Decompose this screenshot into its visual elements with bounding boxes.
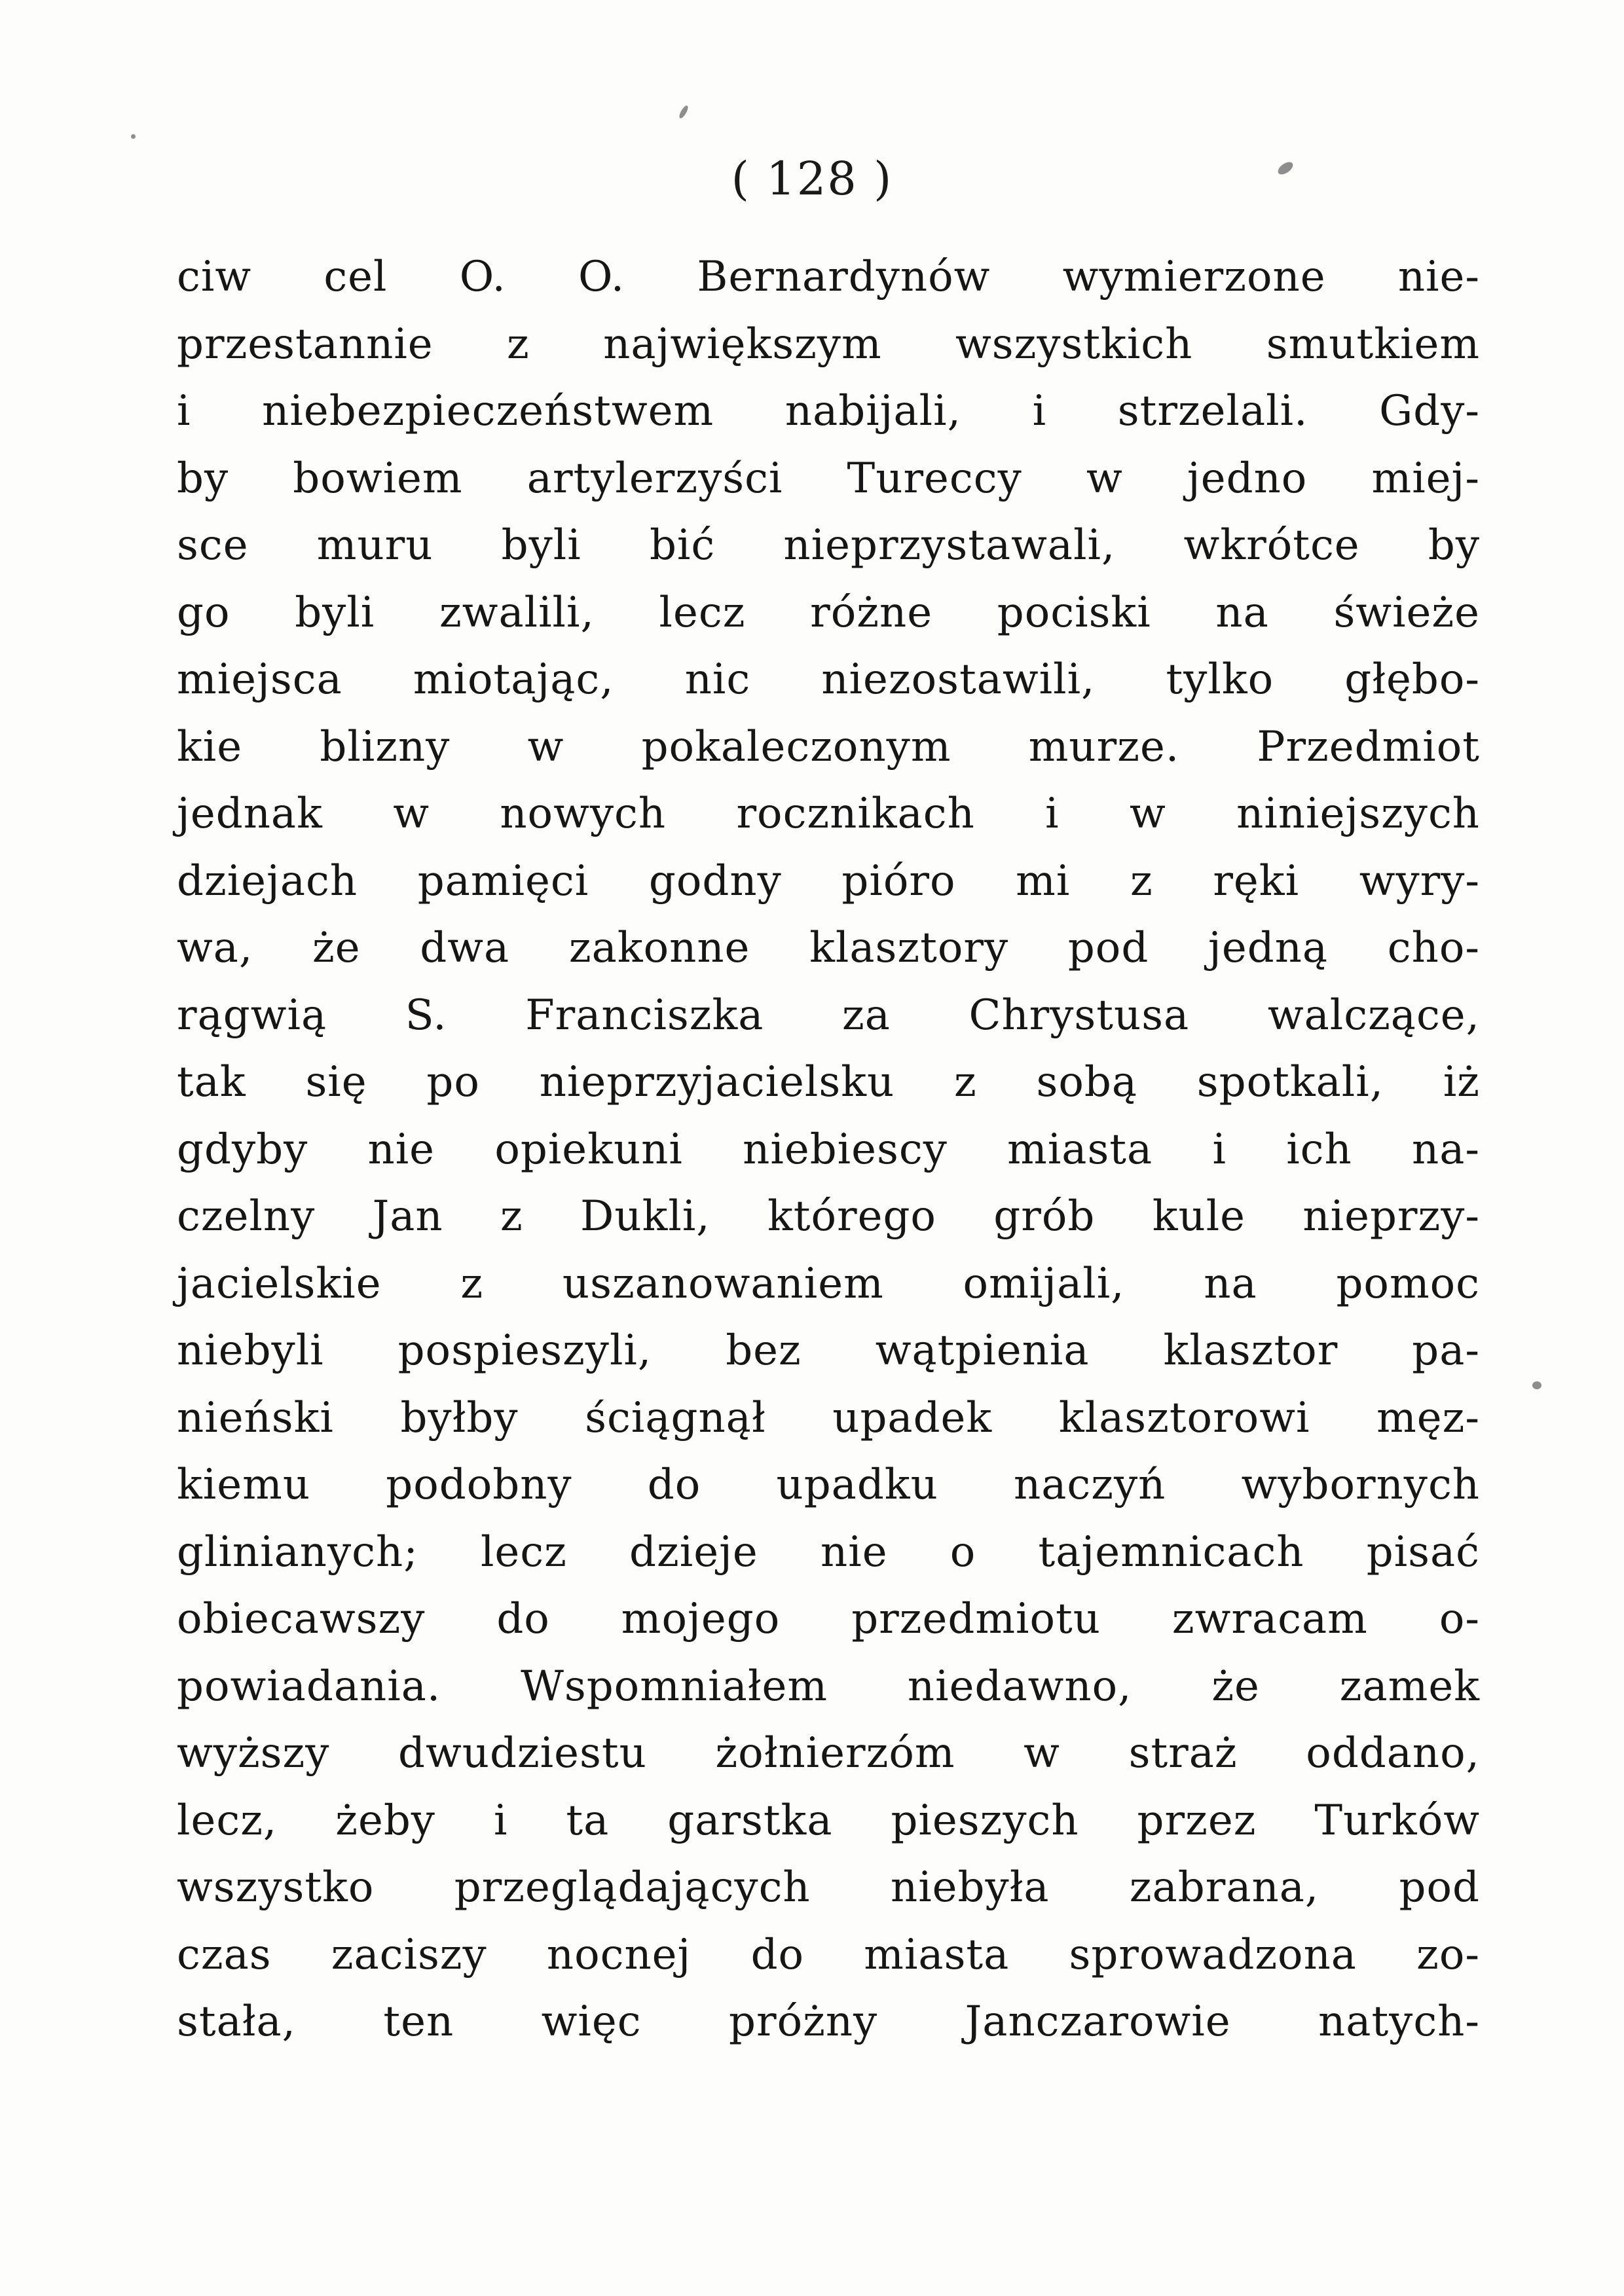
text-line: gdyby nie opiekuni niebiescy miasta i ich na- <box>177 1125 1480 1174</box>
text-line: kiemu podobny do upadku naczyń wybornych <box>177 1461 1480 1509</box>
text-line: obiecawszy do mojego przedmiotu zwracam o- <box>177 1595 1480 1643</box>
text-line: niebyli pospieszyli, bez wątpienia klasztor pa- <box>177 1326 1480 1375</box>
text-line: go byli zwalili, lecz różne pociski na świeże <box>177 588 1480 637</box>
text-line: wszystko przeglądających niebyła zabrana, pod <box>177 1863 1480 1912</box>
text-line: kie blizny w pokaleczonym murze. Przedmiot <box>177 722 1480 771</box>
text-line: przestannie z największym wszystkich smutkiem <box>177 319 1480 369</box>
text-line: by bowiem artylerzyści Tureccy w jedno miej- <box>177 454 1480 503</box>
ink-speck <box>1532 1381 1541 1389</box>
text-line: jednak w nowych rocznikach i w niniejszych <box>177 790 1480 838</box>
text-line: wa, że dwa zakonne klasztory pod jedną cho- <box>177 924 1480 972</box>
text-line: rągwią S. Franciszka za Chrystusa walczące, <box>177 991 1480 1040</box>
text-line: ciw cel O. O. Bernardynów wymierzone nie- <box>177 253 1480 301</box>
page-number: ( 128 ) <box>731 152 893 206</box>
ink-speck <box>678 104 690 119</box>
body-text <box>177 244 1480 2056</box>
ink-speck <box>131 134 136 139</box>
text-line: sce muru byli bić nieprzystawali, wkrótce by <box>177 521 1480 570</box>
text-line: czas zaciszy nocnej do miasta sprowadzona zo- <box>177 1930 1480 1979</box>
text-line: powiadania. Wspomniałem niedawno, że zamek <box>177 1662 1480 1711</box>
text-line: miejsca miotając, nic niezostawili, tylko głębo- <box>177 655 1480 704</box>
text-line: dziejach pamięci godny pióro mi z ręki wyry- <box>177 856 1480 905</box>
text-line: czelny Jan z Dukli, którego grób kule nieprzy- <box>177 1192 1480 1241</box>
text-line: stała, ten więc próżny Janczarowie natych- <box>177 1997 1480 2046</box>
text-line: wyższy dwudziestu żołnierzóm w straż oddano, <box>177 1729 1480 1777</box>
text-line: tak się po nieprzyjacielsku z sobą spotkali, iż <box>177 1058 1480 1106</box>
text-line: nieński byłby ściągnął upadek klasztorowi męz- <box>177 1393 1480 1442</box>
text-line: glinianych; lecz dzieje nie o tajemnicach pisać <box>177 1527 1480 1576</box>
text-line: i niebezpieczeństwem nabijali, i strzelali. Gdy- <box>177 387 1480 435</box>
text-line: jacielskie z uszanowaniem omijali, na pomoc <box>177 1259 1480 1308</box>
text-line: lecz, żeby i ta garstka pieszych przez Turków <box>177 1796 1480 1845</box>
